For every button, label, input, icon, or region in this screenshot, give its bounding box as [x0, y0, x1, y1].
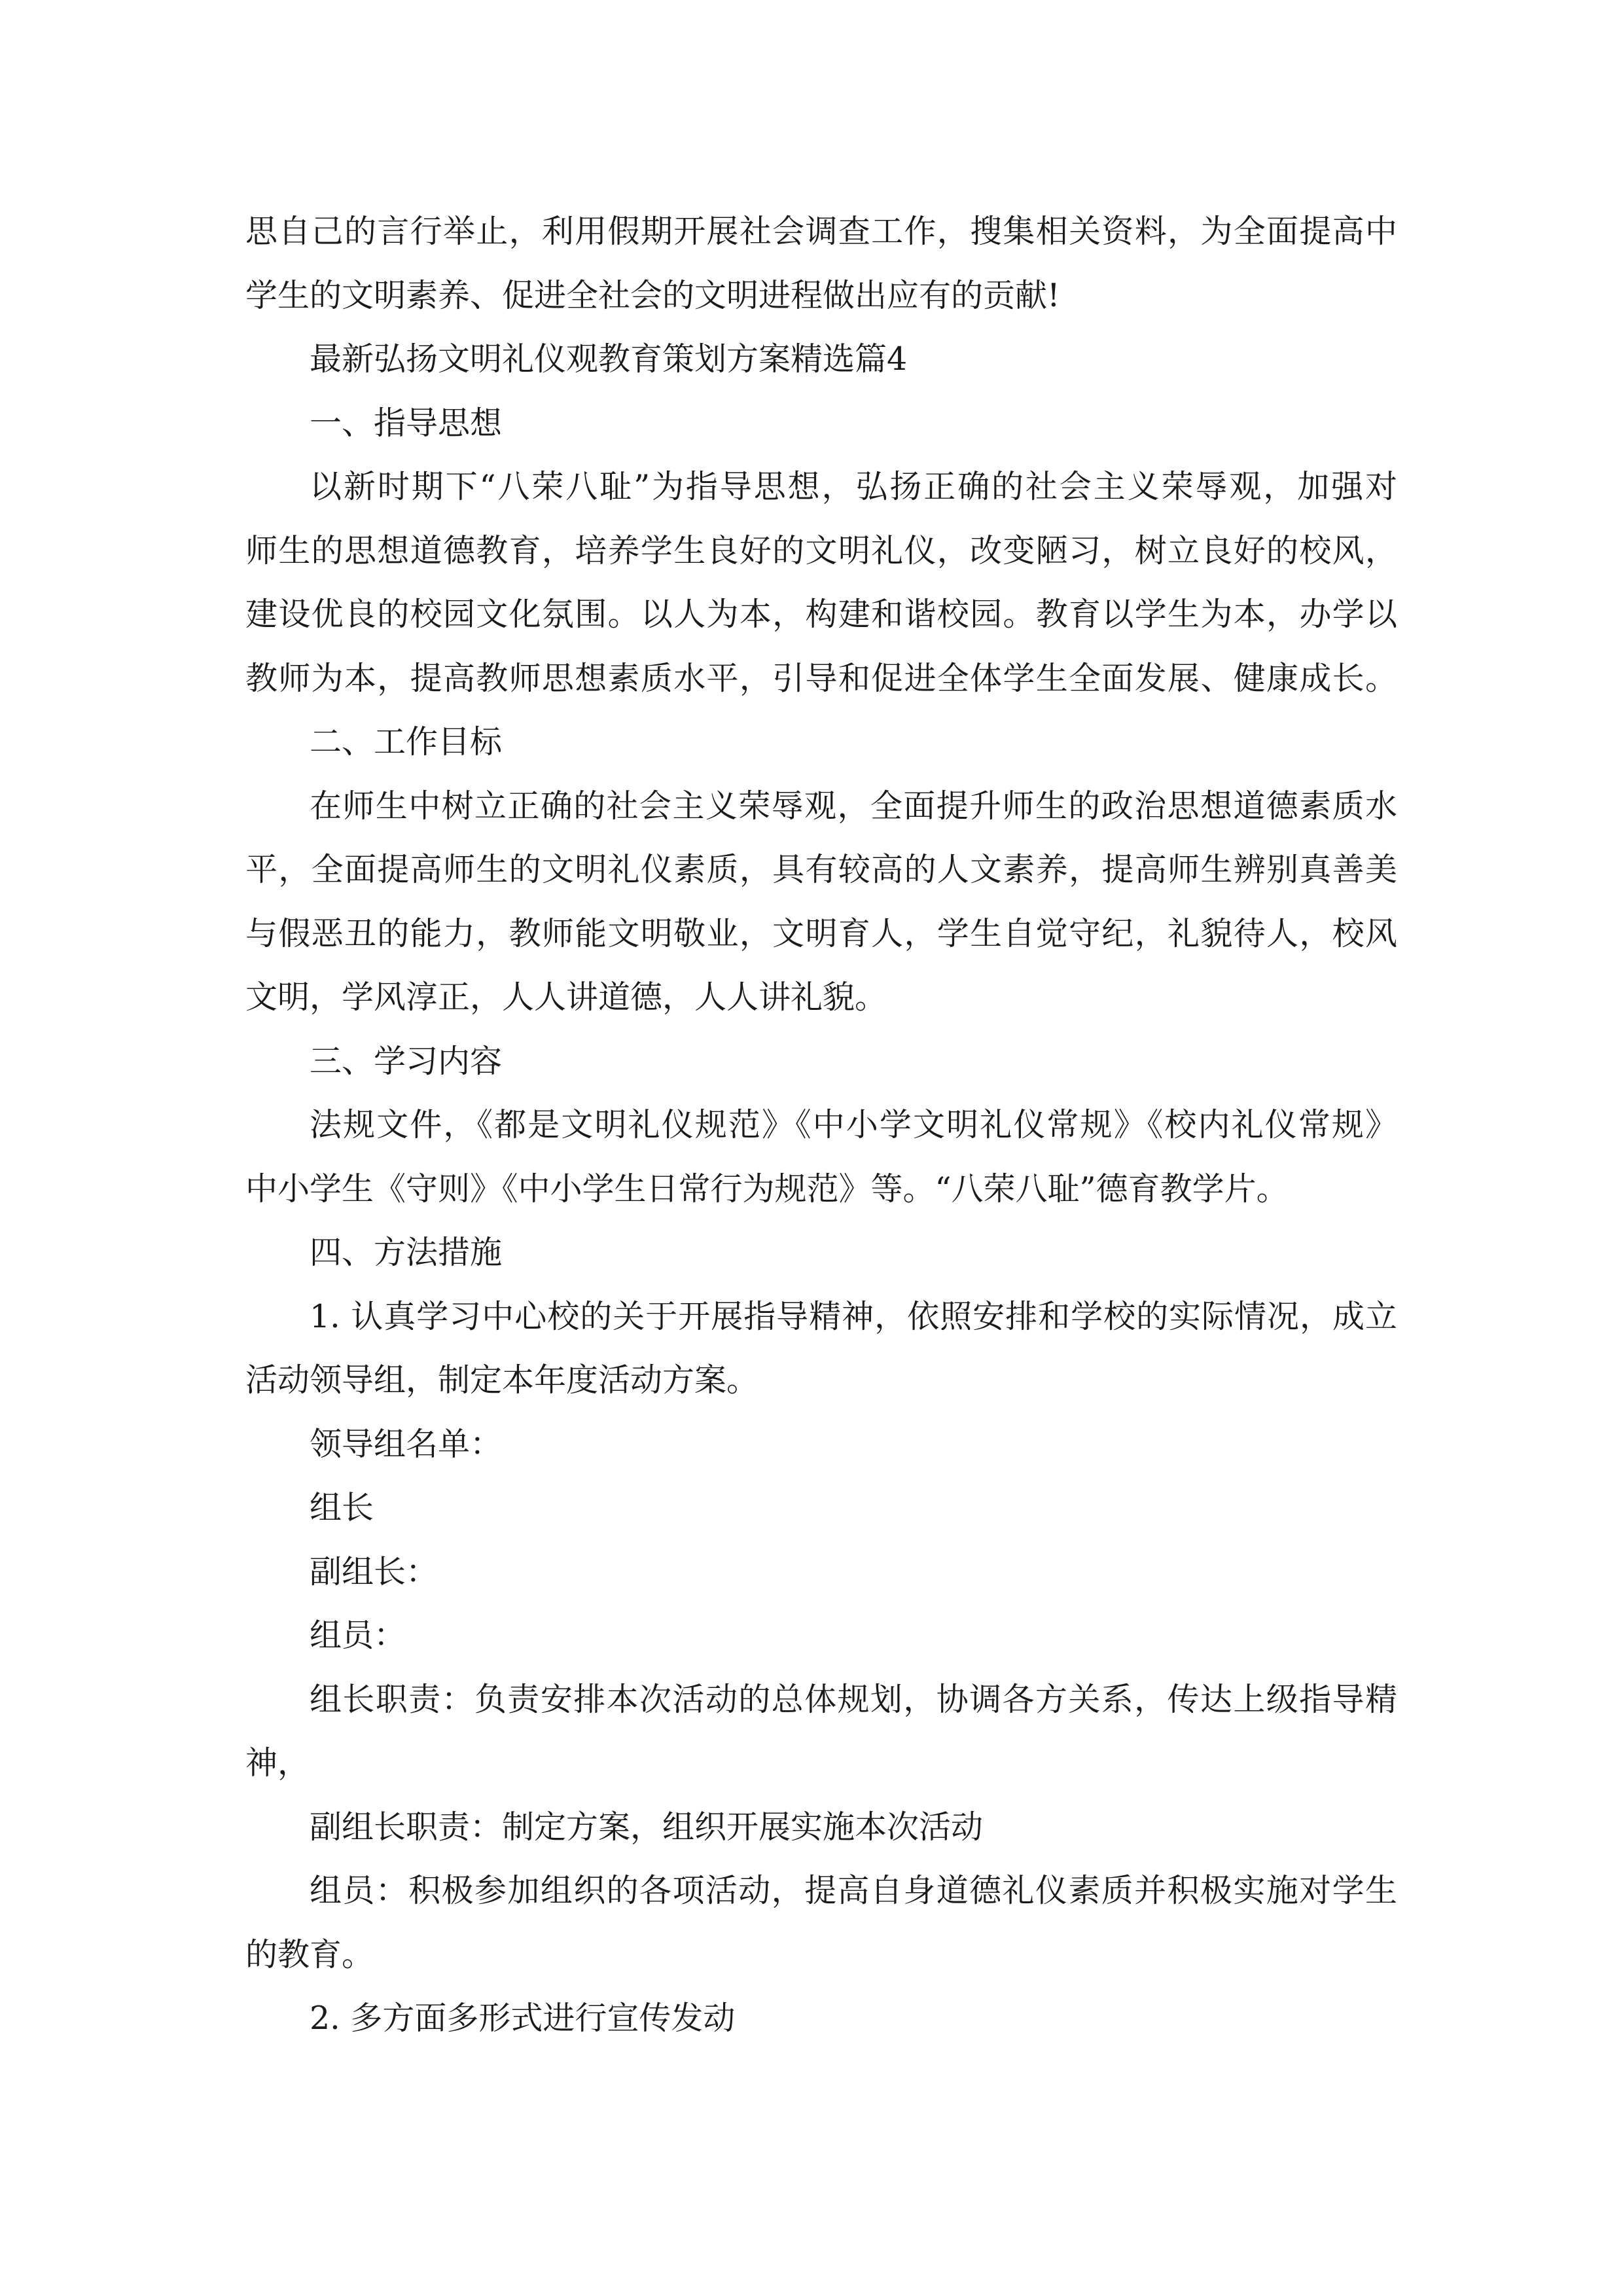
text-line: 师生的思想道德教育，培养学生良好的文明礼仪，改变陋习，树立良好的校风， [245, 531, 1397, 569]
section-title: 最新弘扬文明礼仪观教育策划方案精选篇4 [310, 340, 908, 378]
leadership-list-label: 领导组名单： [310, 1425, 503, 1463]
text-line: 1. 认真学习中心校的关于开展指导精神，依照安排和学校的实际情况，成立 [310, 1297, 1397, 1335]
text-line: 学生的文明素养、促进全社会的文明进程做出应有的贡献! [245, 276, 1060, 314]
text-line: 神， [245, 1744, 310, 1782]
text-line: 活动领导组，制定本年度活动方案。 [245, 1361, 759, 1399]
text-line: 与假恶丑的能力，教师能文明敬业，文明育人，学生自觉守纪，礼貌待人，校风 [245, 914, 1397, 952]
paragraph-deputy-duties: 副组长职责：制定方案，组织开展实施本次活动 [310, 1808, 984, 1846]
heading-study-content: 三、学习内容 [310, 1042, 503, 1080]
text-line: 文明，学风淳正，人人讲道德，人人讲礼貌。 [245, 978, 887, 1016]
text-line: 教师为本，提高教师思想素质水平，引导和促进全体学生全面发展、健康成长。 [245, 659, 1397, 697]
text-line: 平，全面提高师生的文明礼仪素质，具有较高的人文素养，提高师生辨别真善美 [245, 851, 1397, 888]
text-line: 的教育。 [245, 1935, 374, 1973]
paragraph-member-duties [245, 1859, 1397, 1986]
paragraph-work-goals [245, 774, 1397, 1030]
heading-methods: 四、方法措施 [310, 1234, 503, 1271]
text-line: 组长职责：负责安排本次活动的总体规划，协调各方关系，传达上级指导精 [310, 1680, 1397, 1718]
heading-work-goals: 二、工作目标 [310, 723, 503, 761]
heading-guiding-ideology: 一、指导思想 [310, 404, 503, 442]
paragraph-method-2: 2. 多方面多形式进行宣传发动 [310, 2000, 736, 2037]
text-line: 以新时期下“八荣八耻”为指导思想，弘扬正确的社会主义荣辱观，加强对 [310, 468, 1397, 505]
paragraph-leader-duties [245, 1668, 1397, 1795]
text-line: 在师生中树立正确的社会主义荣辱观，全面提升师生的政治思想道德素质水 [310, 787, 1397, 825]
text-line: 建设优良的校园文化氛围。以人为本，构建和谐校园。教育以学生为本，办学以 [245, 596, 1397, 633]
paragraph-method-1 [245, 1285, 1397, 1412]
text-line: 法规文件，《都是文明礼仪规范》《中小学文明礼仪常规》《校内礼仪常规》 [310, 1106, 1397, 1143]
text-line: 中小学生《守则》《中小学生日常行为规范》等。“八荣八耻”德育教学片。 [245, 1170, 1289, 1208]
leader-label: 组长 [310, 1489, 374, 1526]
paragraph-guiding-ideology [245, 455, 1397, 710]
document-body [245, 200, 1397, 2051]
text-line: 思自己的言行举止，利用假期开展社会调查工作，搜集相关资料，为全面提高中 [245, 213, 1397, 250]
text-line: 组员：积极参加组织的各项活动，提高自身道德礼仪素质并积极实施对学生 [310, 1872, 1397, 1909]
deputy-leader-label: 副组长： [310, 1552, 438, 1590]
paragraph-study-content [245, 1093, 1397, 1221]
paragraph-continuation [245, 200, 1397, 327]
members-label: 组员： [310, 1617, 406, 1654]
